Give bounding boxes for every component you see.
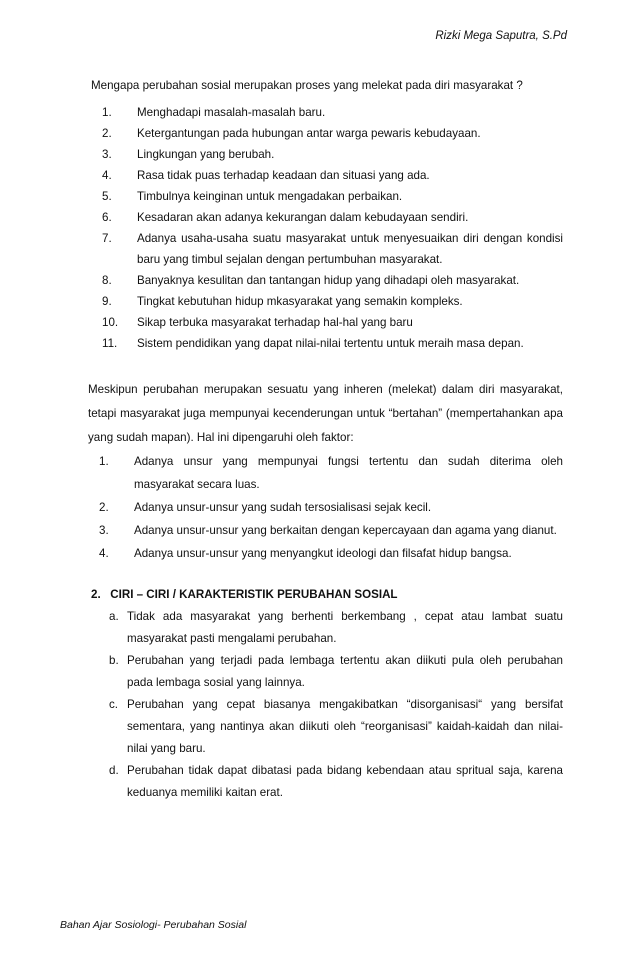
list-marker: 8. bbox=[102, 274, 112, 287]
intro-question: Mengapa perubahan sosial merupakan proses yang melekat pada diri masyarakat ? bbox=[91, 79, 523, 92]
list-marker: 2. bbox=[99, 501, 109, 514]
list-item: 1. Adanya unsur yang mempunyai fungsi tertentu dan sudah diterima oleh masyarakat secara luas. bbox=[99, 450, 563, 496]
list-marker: 6. bbox=[102, 211, 112, 224]
list-marker: 4. bbox=[102, 169, 112, 182]
characteristics-list bbox=[109, 606, 563, 804]
list-marker: 7. bbox=[102, 232, 112, 245]
list-marker: 10. bbox=[102, 316, 119, 329]
list-marker: 4. bbox=[99, 547, 109, 560]
page-content bbox=[88, 78, 563, 804]
list-marker: 1. bbox=[99, 455, 109, 468]
list-item: 8. Banyaknya kesulitan dan tantangan hidup yang dihadapi oleh masyarakat. bbox=[102, 270, 563, 291]
list-marker: d. bbox=[109, 764, 119, 777]
list-marker: c. bbox=[109, 698, 119, 711]
page-footer: Bahan Ajar Sosiologi- Perubahan Sosial bbox=[60, 919, 247, 931]
list-item: 1. Menghadapi masalah-masalah baru. bbox=[102, 102, 563, 123]
list-item: b. Perubahan yang terjadi pada lembaga tertentu akan diikuti pula oleh perubahan pada lembaga sosial yang lainnya. bbox=[109, 650, 563, 694]
list-item: 2. Adanya unsur-unsur yang sudah tersosialisasi sejak kecil. bbox=[99, 496, 563, 519]
body-paragraph: Meskipun perubahan merupakan sesuatu yang inheren (melekat) dalam diri masyarakat, tetapi masyarakat juga mempunyai kecenderungan untuk “bertahan” (mempertahankan apa yang sudah mapan). Hal ini dipengaruhi oleh faktor: bbox=[88, 383, 563, 444]
list-item: 5. Timbulnya keinginan untuk mengadakan perbaikan. bbox=[102, 186, 563, 207]
factors-list bbox=[91, 450, 563, 565]
list-marker: 9. bbox=[102, 295, 112, 308]
section-heading bbox=[91, 588, 563, 601]
list-item: 3. Adanya unsur-unsur yang berkaitan dengan kepercayaan dan agama yang dianut. bbox=[99, 519, 563, 542]
list-item: d. Perubahan tidak dapat dibatasi pada bidang kebendaan atau spritual saja, karena keduanya memiliki kaitan erat. bbox=[109, 760, 563, 804]
page-header-author: Rizki Mega Saputra, S.Pd bbox=[435, 30, 567, 42]
list-item: a. Tidak ada masyarakat yang berhenti berkembang , cepat atau lambat suatu masyarakat pasti mengalami perubahan. bbox=[109, 606, 563, 650]
list-item: 4. Adanya unsur-unsur yang menyangkut ideologi dan filsafat hidup bangsa. bbox=[99, 542, 563, 565]
list-marker: 1. bbox=[102, 106, 112, 119]
list-marker: 5. bbox=[102, 190, 112, 203]
list-item: c. Perubahan yang cepat biasanya mengakibatkan “disorganisasi“ yang bersifat sementara, yang nantinya akan diikuti oleh “reorganisasi” kaidah-kaidah dan nilai-nilai yang baru. bbox=[109, 694, 563, 760]
list-item: 9. Tingkat kebutuhan hidup mkasyarakat yang semakin kompleks. bbox=[102, 291, 563, 312]
list-item: 4. Rasa tidak puas terhadap keadaan dan situasi yang ada. bbox=[102, 165, 563, 186]
list-marker: 3. bbox=[102, 148, 112, 161]
list-marker: b. bbox=[109, 654, 119, 667]
list-item: 7. Adanya usaha-usaha suatu masyarakat untuk menyesuaikan diri dengan kondisi baru yang timbul sejalan dengan pertumbuhan masyarakat. bbox=[102, 228, 563, 270]
list-item: 6. Kesadaran akan adanya kekurangan dalam kebudayaan sendiri. bbox=[102, 207, 563, 228]
list-marker: 2. bbox=[102, 127, 112, 140]
list-item: 11. Sistem pendidikan yang dapat nilai-nilai tertentu untuk meraih masa depan. bbox=[102, 333, 563, 354]
list-item: 3. Lingkungan yang berubah. bbox=[102, 144, 563, 165]
section-title: CIRI – CIRI / KARAKTERISTIK PERUBAHAN SOSIAL bbox=[110, 588, 398, 601]
section-number: 2. bbox=[91, 588, 101, 601]
reasons-list bbox=[91, 102, 563, 354]
list-marker: a. bbox=[109, 610, 119, 623]
list-item: 2. Ketergantungan pada hubungan antar warga pewaris kebudayaan. bbox=[102, 123, 563, 144]
list-item: 10. Sikap terbuka masyarakat terhadap hal-hal yang baru bbox=[102, 312, 563, 333]
list-marker: 11. bbox=[102, 337, 118, 350]
list-marker: 3. bbox=[99, 524, 109, 537]
